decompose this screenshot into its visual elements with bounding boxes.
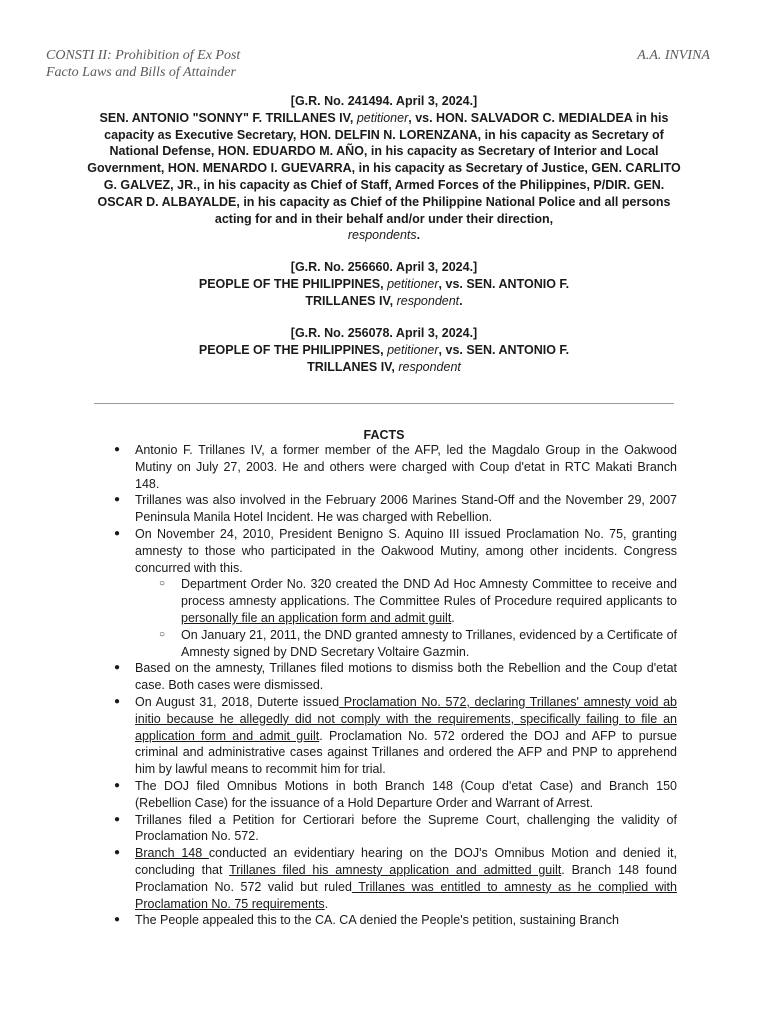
underlined-text: Trillanes filed his amnesty application and admitted guilt xyxy=(229,862,562,877)
bullet-icon: ● xyxy=(114,914,121,926)
fact-text: . Proclamation No. 572 ordered the DOJ and AFP to pursue criminal and administrative cases against Trillanes and ordered the AFP and PNP to apprehend him by lawful means to recommit him for trial. xyxy=(135,728,677,777)
case-3-gr-number: [G.R. No. 256078. April 3, 2024.] xyxy=(290,326,478,340)
case-2-vs: , vs. SEN. ANTONIO F. xyxy=(438,276,570,291)
case-3-petitioner: PEOPLE OF THE PHILIPPINES, xyxy=(198,342,384,357)
bullet-icon: ● xyxy=(114,527,121,539)
bullet-icon: ● xyxy=(114,494,121,506)
sub-list-item xyxy=(92,576,677,626)
list-item xyxy=(92,526,677,576)
facts-list xyxy=(92,442,677,929)
underlined-text: Trillanes was entitled to amnesty as he complied with Proclamation No. 75 requirements xyxy=(135,879,677,911)
fact-text: Trillanes filed a Petition for Certiorari before the Supreme Court, challenging the validity of Proclamation No. 572. xyxy=(135,812,677,844)
case-caption-1 xyxy=(84,93,684,244)
sub-list-item xyxy=(92,627,677,661)
underlined-text: Proclamation No. 572, declaring Trillanes' amnesty void ab initio because he allegedly did not comply with the requirements, specifically failing to file an application form and admit guilt xyxy=(135,694,678,743)
case-2-respondent: TRILLANES IV, xyxy=(305,293,394,308)
list-item xyxy=(92,442,677,492)
fact-text: conducted an evidentiary hearing on the DOJ's Omnibus Motion and denied it, concluding that xyxy=(135,846,677,877)
underlined-text: Branch 148 xyxy=(135,846,209,861)
bullet-icon: ● xyxy=(114,813,121,825)
bullet-icon: ● xyxy=(114,779,121,791)
case-2-respondent-role: respondent xyxy=(396,293,460,308)
list-item xyxy=(92,812,677,846)
header-subject-line-1: CONSTI II: Prohibition of Ex Post xyxy=(46,48,241,63)
case-1-gr-number: [G.R. No. 241494. April 3, 2024.] xyxy=(290,94,478,108)
case-caption-3 xyxy=(84,325,684,375)
fact-text: Based on the amnesty, Trillanes filed motions to dismiss both the Rebellion and the Coup d'etat case. Both cases were dismissed. xyxy=(135,661,677,693)
header-author: A.A. INVINA xyxy=(637,48,710,63)
list-item xyxy=(92,778,677,812)
bullet-icon: ● xyxy=(114,695,121,707)
case-2-petitioner-role: petitioner xyxy=(387,276,439,291)
horizontal-divider xyxy=(94,403,674,404)
fact-text: The DOJ filed Omnibus Motions in both Branch 148 (Coup d'etat Case) and Branch 150 (Rebellion Case) for the issuance of a Hold Departure Order and Warrant of Arrest. xyxy=(135,778,677,810)
case-2-gr-number: [G.R. No. 256660. April 3, 2024.] xyxy=(290,260,478,274)
facts-heading: FACTS xyxy=(363,428,405,442)
case-3-respondent: TRILLANES IV, xyxy=(307,359,395,374)
list-item xyxy=(92,660,677,694)
fact-text: On January 21, 2011, the DND granted amnesty to Trillanes, evidenced by a Certificate of Amnesty signed by DND Secretary Voltaire Gazmin. xyxy=(181,627,677,659)
underlined-text: personally file an application form and admit guilt xyxy=(181,610,452,625)
fact-text: . Branch 148 found Proclamation No. 572 valid but ruled xyxy=(135,862,678,894)
list-item xyxy=(92,492,677,526)
header-subject xyxy=(46,47,240,81)
case-1-petitioner-role: petitioner xyxy=(356,110,409,125)
fact-text: . xyxy=(451,610,455,625)
fact-text: . xyxy=(324,896,329,911)
case-2-end: . xyxy=(459,293,463,308)
case-1-end: . xyxy=(416,228,421,243)
case-1-respondent-role: respondents xyxy=(347,228,417,243)
case-3-respondent-role: respondent xyxy=(398,359,461,374)
case-3-petitioner-role: petitioner xyxy=(387,342,439,357)
case-2-petitioner: PEOPLE OF THE PHILIPPINES, xyxy=(198,276,384,291)
case-1-parties: , vs. HON. SALVADOR C. MEDIALDEA in his capacity as Executive Secretary, HON. DELFIN N. LORENZANA, in his capacity as Secretary of National Defense, HON. EDUARDO M. AÑO, in his capacity as Secretary of Interior and Local Government, HON. MENARDO I. GUEVARRA, in his capacity as Secretary of Justice, GEN. CARLITO G. GALVEZ, JR., in his capacity as Chief of Staff, Armed Forces of the Philippines, P/DIR. GEN. OSCAR D. ALBAYALDE, in his capacity as Chief of the Philippine National Police and all persons acting for and in their behalf and/or under their direction, xyxy=(87,110,681,226)
fact-text: Trillanes was also involved in the February 2006 Marines Stand-Off and the November 29, 2007 Peninsula Manila Hotel Incident. He was charged with Rebellion. xyxy=(135,493,677,525)
list-item xyxy=(92,912,677,929)
case-3-vs: , vs. SEN. ANTONIO F. xyxy=(438,342,570,357)
case-1-petitioner: SEN. ANTONIO "SONNY" F. TRILLANES IV, xyxy=(99,110,354,125)
list-item xyxy=(92,845,677,912)
fact-text: On August 31, 2018, Duterte issued xyxy=(135,694,340,709)
fact-text: Antonio F. Trillanes IV, a former member of the AFP, led the Magdalo Group in the Oakwood Mutiny on July 27, 2003. He and others were charged with Coup d'etat in RTC Makati Branch 148. xyxy=(135,443,677,491)
bullet-icon: ● xyxy=(114,662,121,674)
bullet-icon: ● xyxy=(114,444,121,455)
hollow-bullet-icon: ○ xyxy=(159,578,166,590)
header-subject-line-2: Facto Laws and Bills of Attainder xyxy=(46,65,236,80)
case-caption-2 xyxy=(84,259,684,309)
fact-text: On November 24, 2010, President Benigno S. Aquino III issued Proclamation No. 75, granting amnesty to those who participated in the Oakwood Mutiny, among other incidents. Congress concurred with this. xyxy=(135,526,677,575)
fact-text: Department Order No. 320 created the DND Ad Hoc Amnesty Committee to receive and process amnesty applications. The Committee Rules of Procedure required applicants to xyxy=(181,577,677,609)
bullet-icon: ● xyxy=(114,847,121,859)
list-item xyxy=(92,694,677,778)
hollow-bullet-icon: ○ xyxy=(159,628,166,640)
fact-text: The People appealed this to the CA. CA denied the People's petition, sustaining Branch xyxy=(135,913,619,928)
